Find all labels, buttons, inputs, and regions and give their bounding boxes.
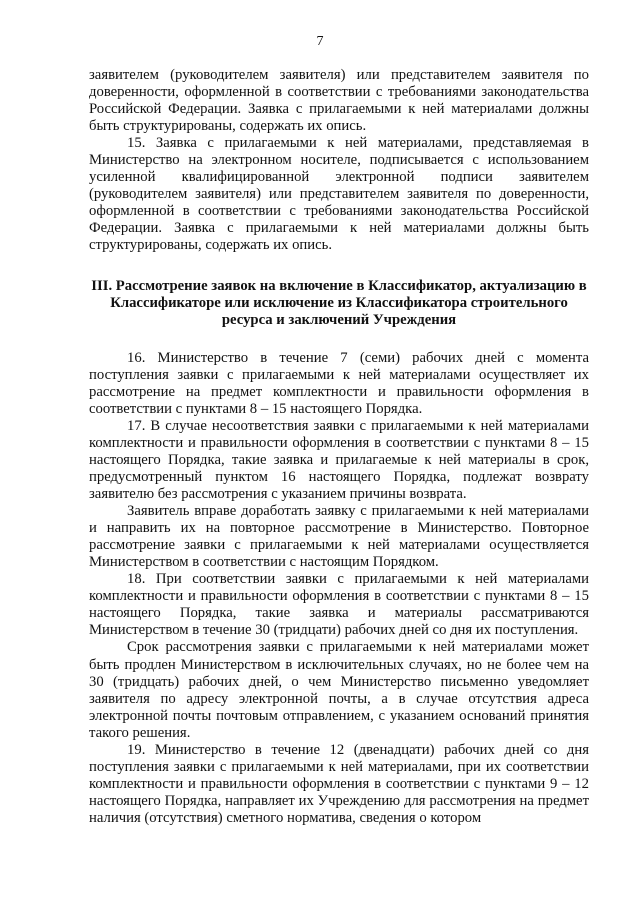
paragraph: 19. Министерство в течение 12 (двенадцати) рабочих дней со дня поступления заявки с прилагаемыми к ней материалами, при их соответствии комплектности и правильности оформления в соответствии с пунктами 9 – 12 настоящего Порядка, направляет их Учреждению для рассмотрения на предмет наличия (отсутствия) сметного норматива, сведения о котором bbox=[89, 741, 589, 826]
document-body bbox=[89, 67, 589, 827]
paragraph: 18. При соответствии заявки с прилагаемыми к ней материалами комплектности и правильности оформления в соответствии с пунктами 8 – 15 настоящего Порядка, такие заявка и материалы рассматриваются Министерством в течение 30 (тридцати) рабочих дней со дня их поступления. bbox=[89, 571, 589, 639]
paragraph: Заявитель вправе доработать заявку с прилагаемыми к ней материалами и направить их на повторное рассмотрение в Министерство. Повторное рассмотрение заявки с прилагаемыми к ней материалами осуществляется Министерством в соответствии с настоящим Порядком. bbox=[89, 503, 589, 571]
paragraph: 17. В случае несоответствия заявки с прилагаемыми к ней материалами комплектности и правильности оформления в соответствии с пунктами 8 – 15 настоящего Порядка, такие заявка и прилагаемые к ней материалы в срок, предусмотренный пунктом 16 настоящего Порядка, подлежат возврату заявителю без рассмотрения с указанием причины возврата. bbox=[89, 417, 589, 503]
section-heading: III. Рассмотрение заявок на включение в Классификатор, актуализацию в Классификаторе или исключение из Классификатора строительного ресурса и заключений Учреждения bbox=[91, 277, 587, 328]
paragraphs-before-heading bbox=[89, 67, 589, 255]
paragraph: 15. Заявка с прилагаемыми к ней материалами, представляемая в Министерство на электронном носителе, подписывается с использованием усиленной квалифицированной электронной подписи заявителем (руководителем заявителя) или представителем заявителя по доверенности, оформленной в соответствии с требованиями законодательства Российской Федерации. Заявка с прилагаемыми к ней материалами должны быть структурированы, содержать их опись. bbox=[89, 135, 589, 254]
page-number: 7 bbox=[316, 34, 324, 49]
paragraph: 16. Министерство в течение 7 (семи) рабочих дней с момента поступления заявки с прилагаемыми к ней материалами осуществляет их рассмотрение на предмет комплектности и правильности оформления в соответствии с пунктами 8 – 15 настоящего Порядка. bbox=[89, 349, 589, 417]
paragraph: заявителем (руководителем заявителя) или представителем заявителя по доверенности, оформленной в соответствии с требованиями законодательства Российской Федерации. Заявка с прилагаемыми к ней материалами должны быть структурированы, содержать их опись. bbox=[89, 67, 589, 135]
paragraphs-after-heading bbox=[89, 350, 589, 827]
paragraph: Срок рассмотрения заявки с прилагаемыми к ней материалами может быть продлен Министерством в исключительных случаях, но не более чем на 30 (тридцать) рабочих дней, о чем Министерство письменно уведомляет заявителя по адресу электронной почты, а в случае отсутствия адреса электронной почты почтовым отправлением, с указанием оснований принятия такого решения. bbox=[89, 639, 589, 741]
